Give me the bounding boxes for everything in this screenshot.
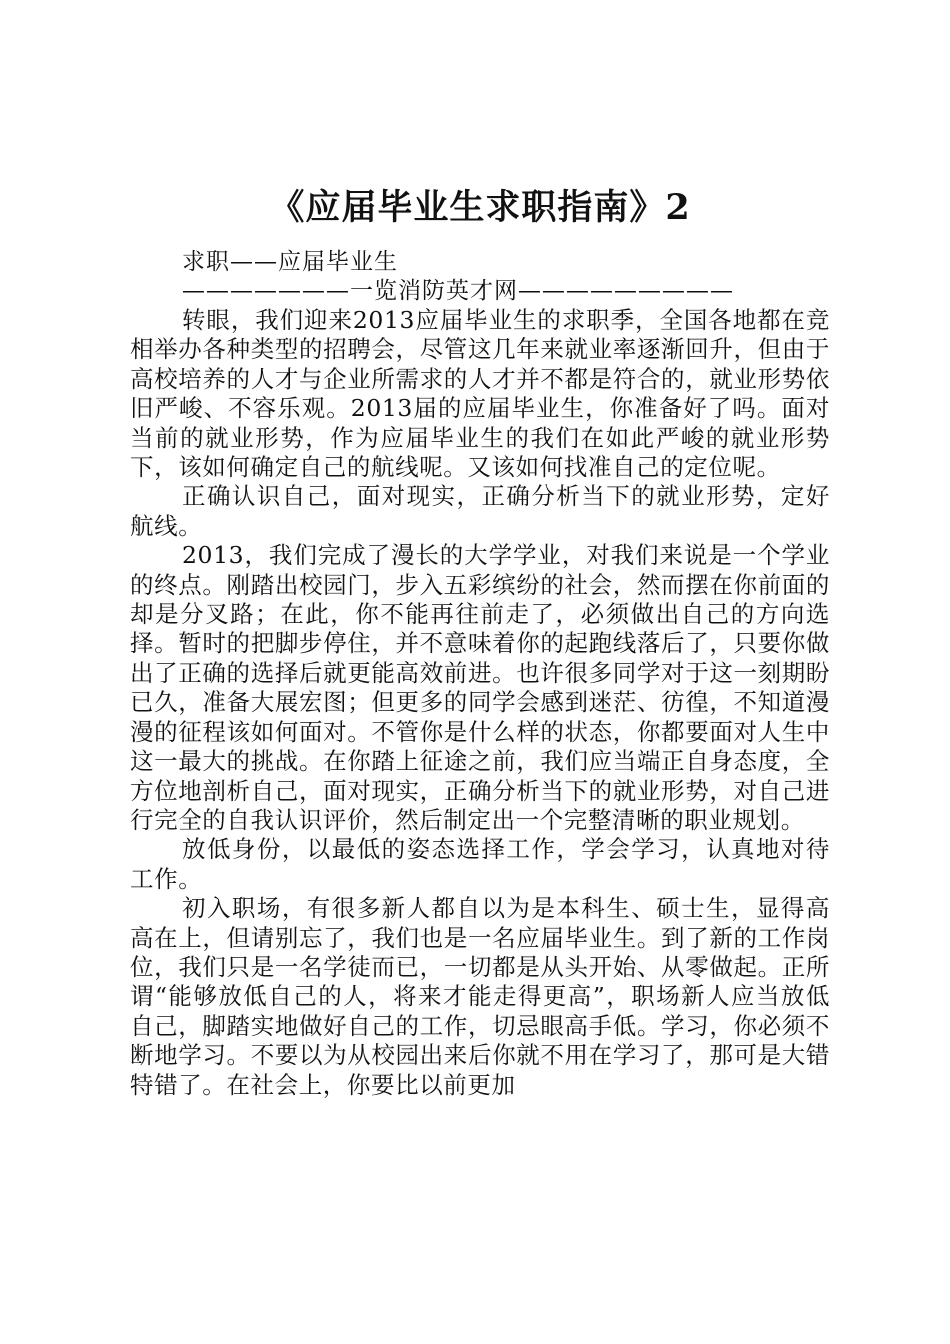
source-line: ———————一览消防英才网————————— — [182, 278, 734, 304]
document-body — [130, 182, 830, 1100]
document-title: 《应届毕业生求职指南》2 — [269, 187, 691, 228]
paragraph-heading-know-yourself: 正确认识自己，面对现实，正确分析当下的就业形势，定好航线。 — [130, 482, 830, 540]
paragraph-heading-lower-yourself: 放低身份，以最低的姿态选择工作，学会学习，认真地对待工作。 — [130, 835, 830, 893]
paragraph-graduation: 2013，我们完成了漫长的大学学业，对我们来说是一个学业的终点。刚踏出校园门，步入五彩缤纷的社会，然而摆在你前面的却是分叉路；在此，你不能再往前走了，必须做出自己的方向选择。暂时的把脚步停住，并不意味着你的起跑线落后了，只要你做出了正确的选择后就更能高效前进。也许很多同学对于这一刻期盼已久，准备大展宏图；但更多的同学会感到迷茫、彷徨，不知道漫漫的征程该如何面对。不管你是什么样的状态，你都要面对人生中这一最大的挑战。在你踏上征途之前，我们应当端正自身态度，全方位地剖析自己，面对现实，正确分析当下的就业形势，对自己进行完全的自我认识评价，然后制定出一个完整清晰的职业规划。 — [130, 541, 830, 834]
paragraph-intro: 转眼，我们迎来2013应届毕业生的求职季，全国各地都在竞相举办各种类型的招聘会，尽管这几年来就业率逐渐回升，但由于高校培养的人才与企业所需求的人才并不都是符合的，就业形势依旧严峻、不容乐观。2013届的应届毕业生，你准备好了吗。面对当前的就业形势，作为应届毕业生的我们在如此严峻的就业形势下，该如何确定自己的航线呢。又该如何找准自己的定位呢。 — [130, 306, 830, 482]
paragraph-entering-workplace: 初入职场，有很多新人都自以为是本科生、硕士生，显得高高在上，但请别忘了，我们也是一名应届毕业生。到了新的工作岗位，我们只是一名学徒而已，一切都是从头开始、从零做起。正所谓“能够放低自己的人，将来才能走得更高”，职场新人应当放低自己，脚踏实地做好自己的工作，切忌眼高手低。学习，你必须不断地学习。不要以为从校园出来后你就不用在学习了，那可是大错特错了。在社会上，你要比以前更加 — [130, 894, 830, 1099]
document-subtitle: 求职——应届毕业生 — [182, 249, 398, 275]
